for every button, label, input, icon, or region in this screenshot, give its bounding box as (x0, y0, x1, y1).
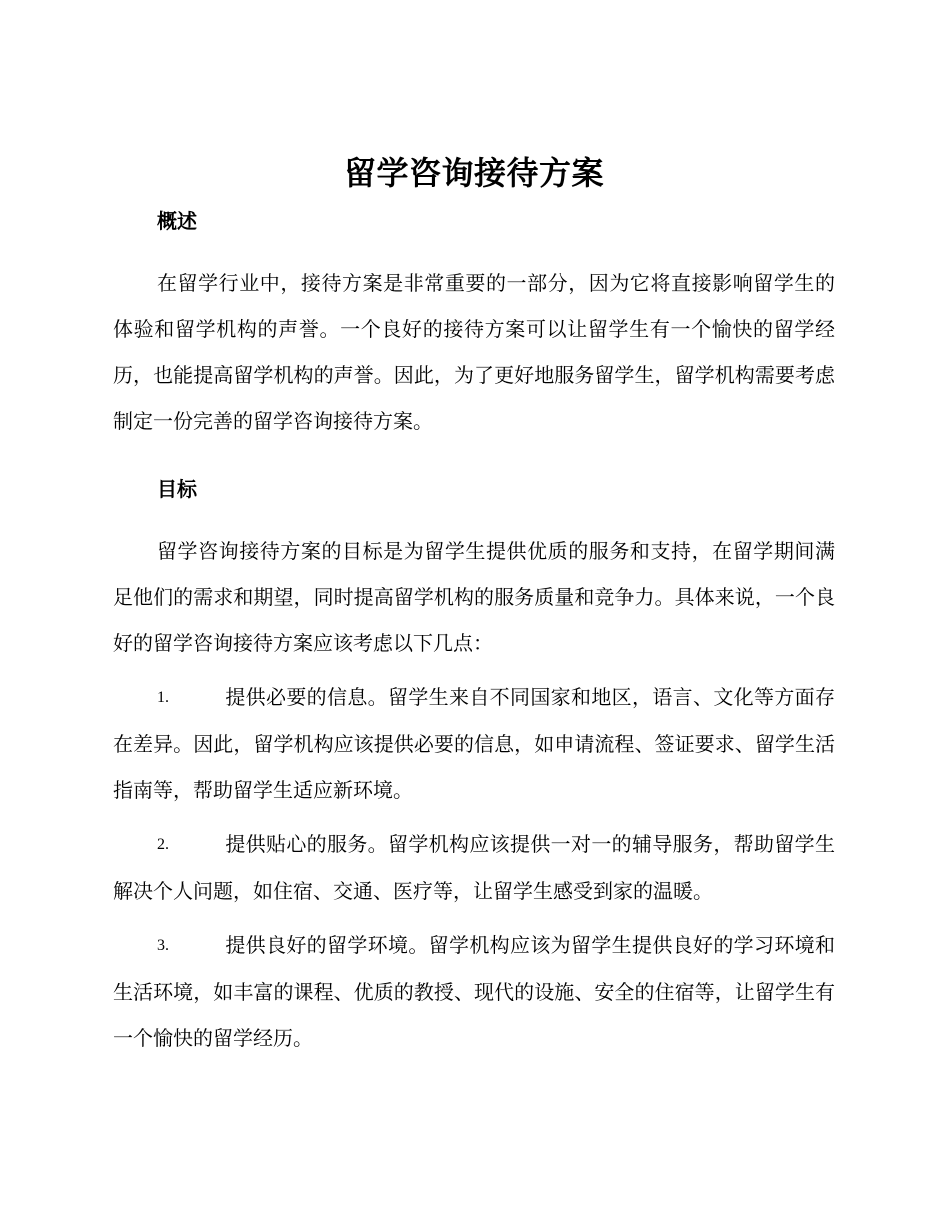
list-item (113, 922, 835, 1061)
document-body (113, 150, 835, 1061)
document-title: 留学咨询接待方案 (343, 154, 604, 192)
list-item-text: 提供贴心的服务。留学机构应该提供一对一的辅导服务，帮助留学生解决个人问题，如住宿、交通、医疗等，让留学生感受到家的温暖。 (113, 832, 835, 903)
list-item (113, 674, 835, 813)
list-item-text: 提供良好的留学环境。留学机构应该为留学生提供良好的学习环境和生活环境，如丰富的课程、优质的教授、现代的设施、安全的住宿等，让留学生有一个愉快的留学经历。 (113, 933, 835, 1050)
list-item (113, 821, 835, 914)
list-item-text: 提供必要的信息。留学生来自不同国家和地区，语言、文化等方面存在差异。因此，留学机构应该提供必要的信息，如申请流程、签证要求、留学生活指南等，帮助留学生适应新环境。 (113, 685, 835, 802)
overview-paragraph: 在留学行业中，接待方案是非常重要的一部分，因为它将直接影响留学生的体验和留学机构的声誉。一个良好的接待方案可以让留学生有一个愉快的留学经历，也能提高留学机构的声誉。因此，为了更好地服务留学生，留学机构需要考虑制定一份完善的留学咨询接待方案。 (113, 271, 835, 433)
goal-paragraph: 留学咨询接待方案的目标是为留学生提供优质的服务和支持，在留学期间满足他们的需求和期望，同时提高留学机构的服务质量和竞争力。具体来说，一个良好的留学咨询接待方案应该考虑以下几点： (113, 539, 835, 655)
list-item-number: 3. (157, 937, 169, 954)
goal-list (113, 674, 835, 1061)
section-heading-goal: 目标 (157, 477, 197, 501)
list-item-number: 2. (157, 836, 169, 853)
list-item-number: 1. (157, 689, 169, 706)
section-heading-overview: 概述 (157, 209, 197, 233)
